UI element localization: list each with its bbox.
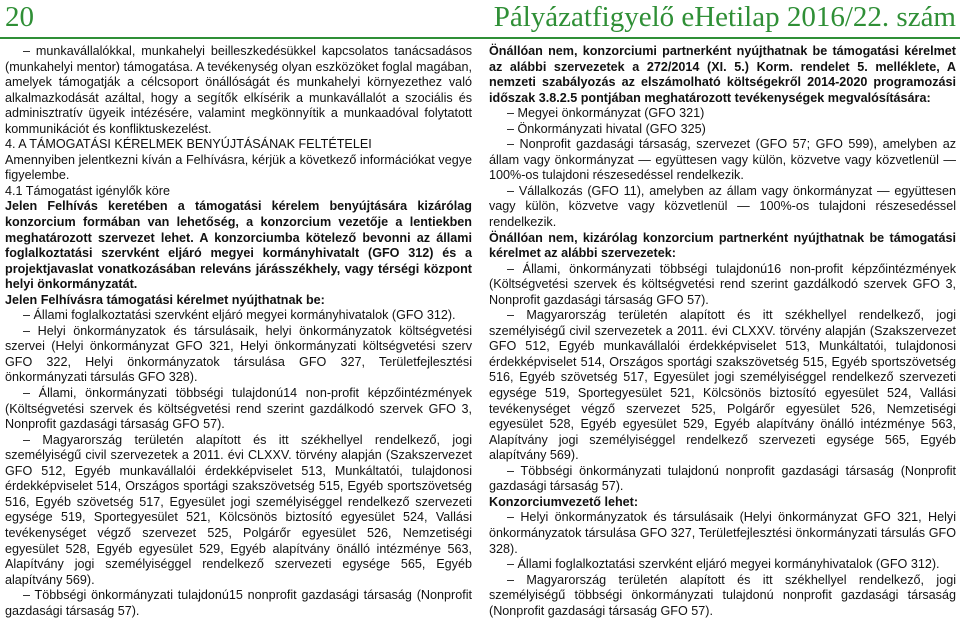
header-rule [0,37,960,39]
publication-title: Pályázatfigyelő eHetilap 2016/22. szám [493,1,956,33]
list-item: – Önkormányzati hivatal (GFO 325) [507,121,706,136]
left-column [5,44,472,619]
bold-heading: Önállóan nem, kizárólag konzorcium partnerként nyújthatnak be támogatási kérelmet az alábbi szervezetek: [489,230,956,261]
list-item: – Állami, önkormányzati többségi tulajdonú14 non-profit képzőintézmények (Költségvetési szervek és költségvetési rend szerint gazdálkodó szervek GFO 3, Nonprofit gazdasági társaság GFO 57). [5,386,472,432]
list-item: – Állami foglalkoztatási szervként eljáró megyei kormányhivatalok (GFO 312). [23,308,456,323]
subsection-heading: 4.1 Támogatást igénylők köre [5,183,170,198]
body-paragraph: – munkavállalókkal, munkahelyi beilleszkedésükkel kapcsolatos tanácsadásos (munkahelyi mentor) támogatása. A tevékenység olyan eszközöket foglal magában, amelyek támogatják a célcsoport önállóságát és munkahelyi környezethez való alkalmazkodását azáltal, hogy a segítők elkísérik a munkavállalót a szociális és adminisztratív ügyeik intézésére, valamint megkönnyítik a munkaadóval folytatott kommunikációt és konfliktuskezelést. [5,44,472,136]
page-number: 20 [5,1,34,33]
list-item: – Magyarország területén alapított és itt székhellyel rendelkező, jogi személyiségű többségi önkormányzati tulajdonú nonprofit gazdasági társaság (Nonprofit gazdasági társaság GFO 57). [489,572,956,618]
list-item: – Többségi önkormányzati tulajdonú nonprofit gazdasági társaság (Nonprofit gazdasági társaság 57). [489,463,956,494]
list-item: – Nonprofit gazdasági társaság, szervezet (GFO 57; GFO 599), amelyben az állam vagy önkormányzat — együttesen vagy külön, közvetve vagy közvetlenül — 100%-os tulajdoni részesedéssel rendelkezik. [489,137,956,183]
list-item: – Magyarország területén alapított és itt székhellyel rendelkező, jogi személyiségű civil szervezetek a 2011. évi CLXXV. törvény alapján (Szakszervezet GFO 512, Egyéb munkavállalói érdekképviselet 513, Munkáltatói, tulajdonosi érdekképviselet 514, Országos sportági szakszövetség 515, Egyéb sportszövetség 516, Egyéb szövetség 517, Egyesület jogi személyiséggel rendelkező szervezeti egysége 519, Sportegyesület 521, Kölcsönös biztosító egyesület 524, Vallási tevékenységet végző szervezet 525, Polgárőr egyesület 526, Nemzetiségi egyesület 528, Egyéb egyesület 529, Egyéb alapítvány önálló intézménye 563, Alapítvány jogi személyiséggel rendelkező szervezeti egysége 565, Egyéb alapítvány 569). [5,432,472,587]
section-heading: 4. A TÁMOGATÁSI KÉRELMEK BENYÚJTÁSÁNAK FELTÉTELEI [5,137,372,152]
bold-heading: Konzorciumvezető lehet: [489,494,639,509]
list-item: – Többségi önkormányzati tulajdonú15 nonprofit gazdasági társaság (Nonprofit gazdasági társaság 57). [5,588,472,618]
bold-paragraph: Jelen Felhívás keretében a támogatási kérelem benyújtására kizárólag konzorcium formában van lehetőség, a konzorcium vezetője a lentiekben meghatározott szervezet lehet. A konzorciumba kötelező bevonni az állami foglalkoztatási szervként eljáró megyei kormányhivatalt (GFO 312) és a projektjavaslat vonatkozásában releváns járásszékhely, vagy térségi központ helyi önkormányzatát. [5,199,472,292]
bold-paragraph: Jelen Felhívásra támogatási kérelmet nyújthatnak be: [5,292,325,307]
list-item: – Vállalkozás (GFO 11), amelyben az állam vagy önkormányzat — együttesen vagy külön, közvetve vagy közvetlenül — 100%-os tulajdoni részesedéssel rendelkezik. [489,183,956,230]
list-item: – Magyarország területén alapított és itt székhellyel rendelkező, jogi személyiségű civil szervezetek a 2011. évi CLXXV. törvény alapján (Szakszervezet GFO 512, Egyéb munkavállalói érdekképviselet 513, Munkáltatói, tulajdonosi érdekképviselet 514, Országos sportági szakszövetség 515, Egyéb sportszövetség 516, Egyéb szövetség 517, Egyesület jogi személyiséggel rendelkező szervezeti egysége 519, Sportegyesület 521, Kölcsönös biztosító egyesület 524, Vallási tevékenységet végző szervezet 525, Polgárőr egyesület 526, Nemzetiségi egyesület 528, Egyéb egyesület 529, Egyéb alapítvány önálló intézménye 563, Alapítvány jogi személyiséggel rendelkező szervezeti egysége 565, Egyéb alapítvány 569). [489,308,956,463]
list-item: – Helyi önkormányzatok és társulásaik, helyi önkormányzatok költségvetési szervei (Helyi önkormányzat GFO 321, Helyi önkormányzati költségvetési szerv GFO 322, Helyi önkormányzatok társulása GFO 327, Területfejlesztési önkormányzati társulás GFO 328). [5,323,472,385]
body-paragraph: Amennyiben jelentkezni kíván a Felhívásra, kérjük a következő információkat vegye figyelembe. [5,152,472,183]
list-item: – Megyei önkormányzat (GFO 321) [507,106,705,121]
list-item: – Állami, önkormányzati többségi tulajdonú16 non-profit képzőintézmények (Költségvetési szervek és költségvetési rend szerint gazdálkodó szervek GFO 3, Nonprofit gazdasági társaság GFO 57). [489,261,956,307]
page-header [0,0,960,34]
right-column [489,44,956,619]
list-item: – Állami foglalkoztatási szervként eljáró megyei kormányhivatalok (GFO 312). [507,557,940,572]
list-item: – Helyi önkormányzatok és társulásaik (Helyi önkormányzat GFO 321, Helyi önkormányzatok társulása GFO 327, Területfejlesztési önkormányzati társulás GFO 328). [489,510,956,556]
bold-heading: Önállóan nem, konzorciumi partnerként nyújthatnak be támogatási kérelmet az alábbi szervezetek a 272/2014 (XI. 5.) Korm. rendelet 5. melléklete, A nemzeti szabályozás az elszámolható költségekről 2014-2020 programozási időszak 3.8.2.5 pontjában meghatározott tevékenységek megvalósítására: [489,44,956,105]
